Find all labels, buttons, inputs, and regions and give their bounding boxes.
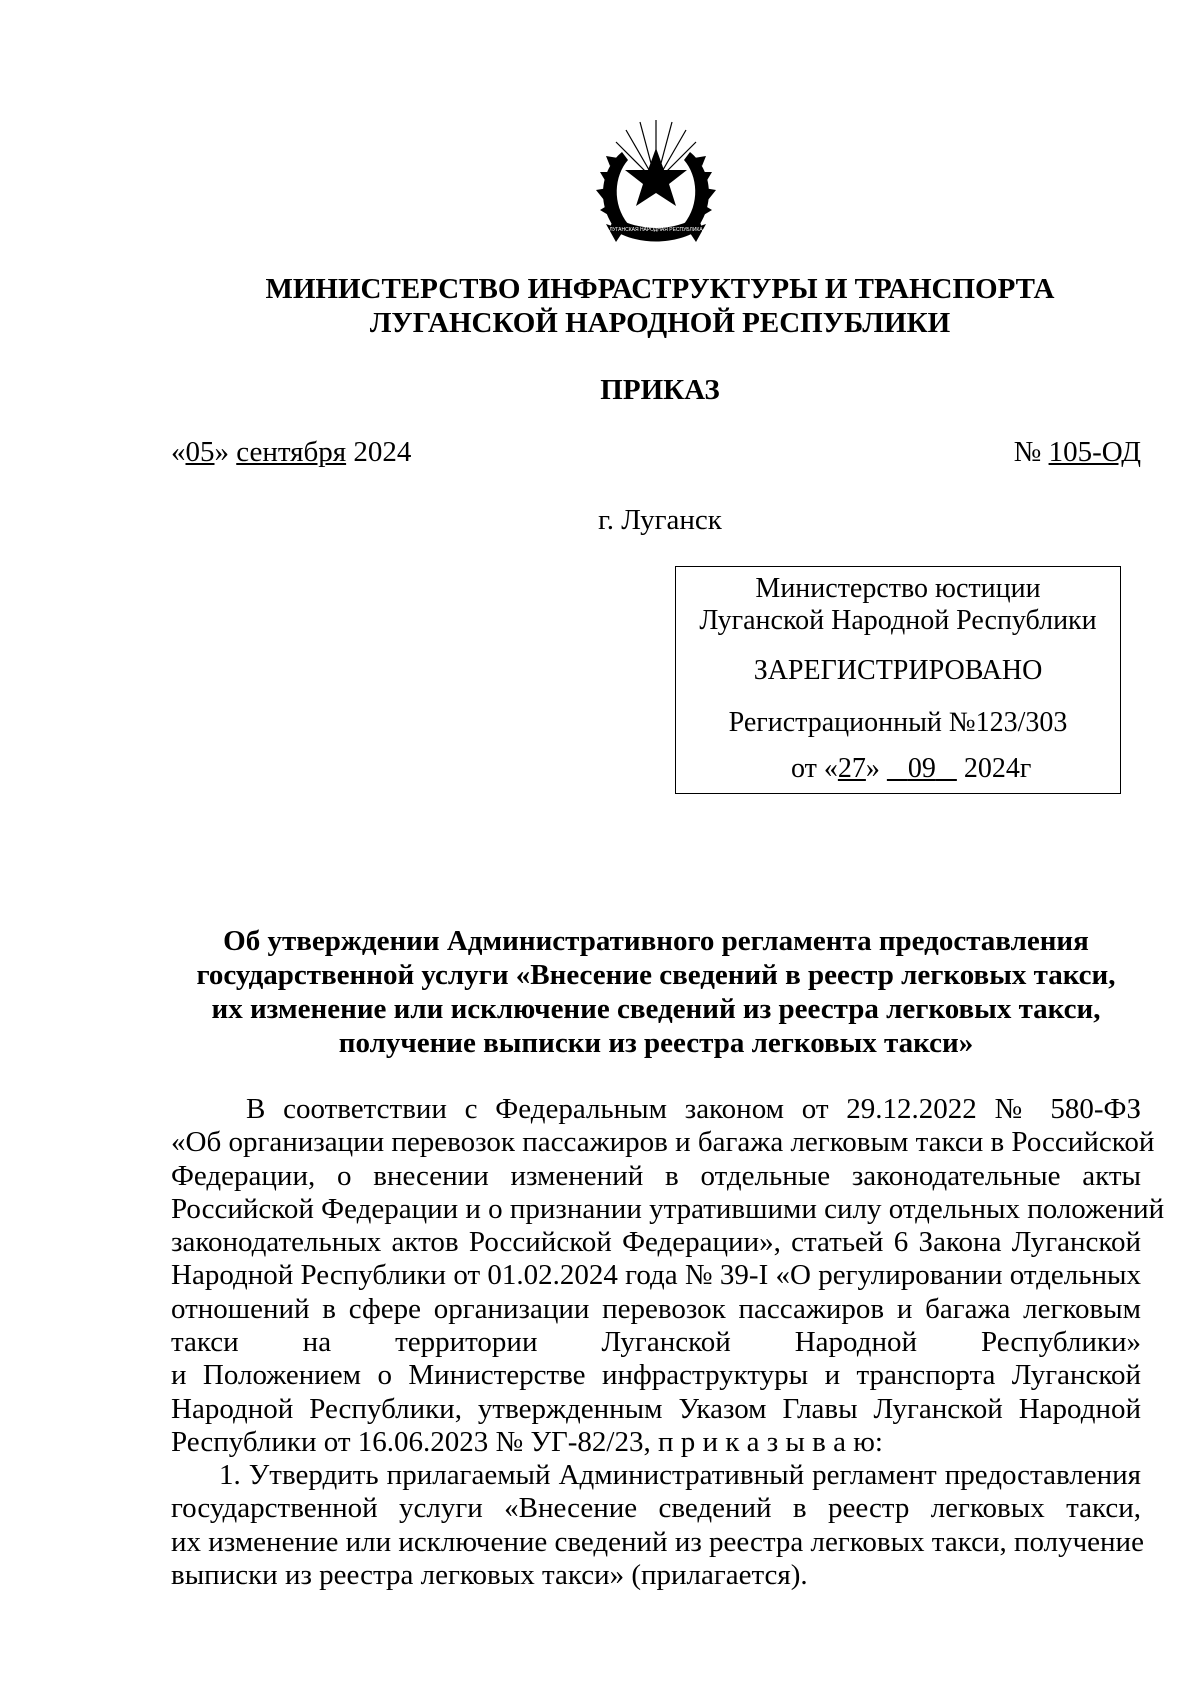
stamp-date-year: 2024г [963, 753, 1032, 784]
paragraph-line: Народной Республики от 01.02.2024 года № 39-I «О регулировании отдельных [171, 1259, 1141, 1292]
paragraph-line: 1. Утвердить прилагаемый Административный регламент предоставления [219, 1459, 1141, 1491]
paragraph-line: такси на территории Луганской Народной Республики» [171, 1326, 1141, 1359]
registration-stamp [675, 566, 1121, 794]
stamp-registered-label: ЗАРЕГИСТРИРОВАНО [753, 655, 1043, 686]
body-paragraph-1 [171, 1093, 1165, 1459]
date-month: сентября [236, 436, 347, 468]
order-date [171, 436, 411, 469]
number-prefix: № [1013, 436, 1042, 468]
paragraph-line: отношений в сфере организации перевозок пассажиров и багажа легковым [171, 1292, 1141, 1325]
stamp-registration-number: Регистрационный №123/303 [728, 707, 1068, 738]
order-number [1014, 436, 1141, 469]
paragraph-line: и Положением о Министерстве инфраструктуры и транспорта Луганской [171, 1359, 1141, 1392]
paragraph-line: Федерации, о внесении изменений в отдельные законодательные акты [171, 1159, 1141, 1192]
paragraph-line: законодательных актов Российской Федерации», статьей 6 Закона Луганской [171, 1226, 1141, 1259]
paragraph-line: Республики от 16.06.2023 № УГ-82/23, п р и к а з ы в а ю: [171, 1425, 883, 1458]
stamp-registration-date [676, 753, 1120, 785]
number-value: 105-ОД [1048, 436, 1141, 468]
stamp-date-prefix: от « [791, 753, 838, 784]
paragraph-line: «Об организации перевозок пассажиров и багажа легковым такси в Российской [171, 1126, 1155, 1159]
paragraph-line: государственной услуги «Внесение сведений в реестр легковых такси, [171, 1492, 1141, 1525]
date-close-quote: » [214, 436, 229, 468]
stamp-date-day: 27 [837, 753, 866, 784]
ministry-name-line-2: ЛУГАНСКОЙ НАРОДНОЙ РЕСПУБЛИКИ [369, 307, 951, 339]
order-subject [171, 924, 1141, 1060]
city: г. Луганск [598, 504, 722, 536]
ministry-name-line-1: МИНИСТЕРСТВО ИНФРАСТРУКТУРЫ И ТРАНСПОРТА [265, 273, 1055, 305]
paragraph-line: Народной Республики, утвержденным Указом Главы Луганской Народной [171, 1392, 1141, 1425]
body-paragraph-2 [171, 1459, 1144, 1592]
lugansk-coat-of-arms-icon [588, 112, 724, 250]
subject-line: Об утверждении Административного регламента предоставления [223, 925, 1089, 957]
paragraph-line: В соответствии с Федеральным законом от 29.12.2022 № 580-ФЗ [246, 1093, 1141, 1125]
date-year: 2024 [353, 436, 412, 468]
subject-line: получение выписки из реестра легковых такси» [338, 1027, 974, 1059]
subject-line: государственной услуги «Внесение сведений в реестр легковых такси, [196, 959, 1116, 991]
emblem-ribbon-text: ЛУГАНСКАЯ НАРОДНАЯ РЕСПУБЛИКА [609, 227, 703, 233]
stamp-line-2: Луганской Народной Республики [699, 605, 1097, 636]
subject-line: их изменение или исключение сведений из реестра легковых такси, [211, 993, 1101, 1025]
stamp-date-mid: » [865, 753, 880, 784]
stamp-line-1: Министерство юстиции [755, 573, 1041, 604]
paragraph-line: выписки из реестра легковых такси» (прилагается). [171, 1558, 808, 1591]
paragraph-line: их изменение или исключение сведений из реестра легковых такси, получение [171, 1525, 1144, 1558]
stamp-date-month-wrap [887, 753, 957, 784]
paragraph-line: Российской Федерации и о признании утратившими силу отдельных положений [171, 1192, 1165, 1225]
date-open-quote: « [171, 436, 186, 468]
document-type-title: ПРИКАЗ [600, 374, 720, 406]
stamp-date-month: 09 [907, 753, 936, 784]
date-day: 05 [185, 436, 215, 468]
